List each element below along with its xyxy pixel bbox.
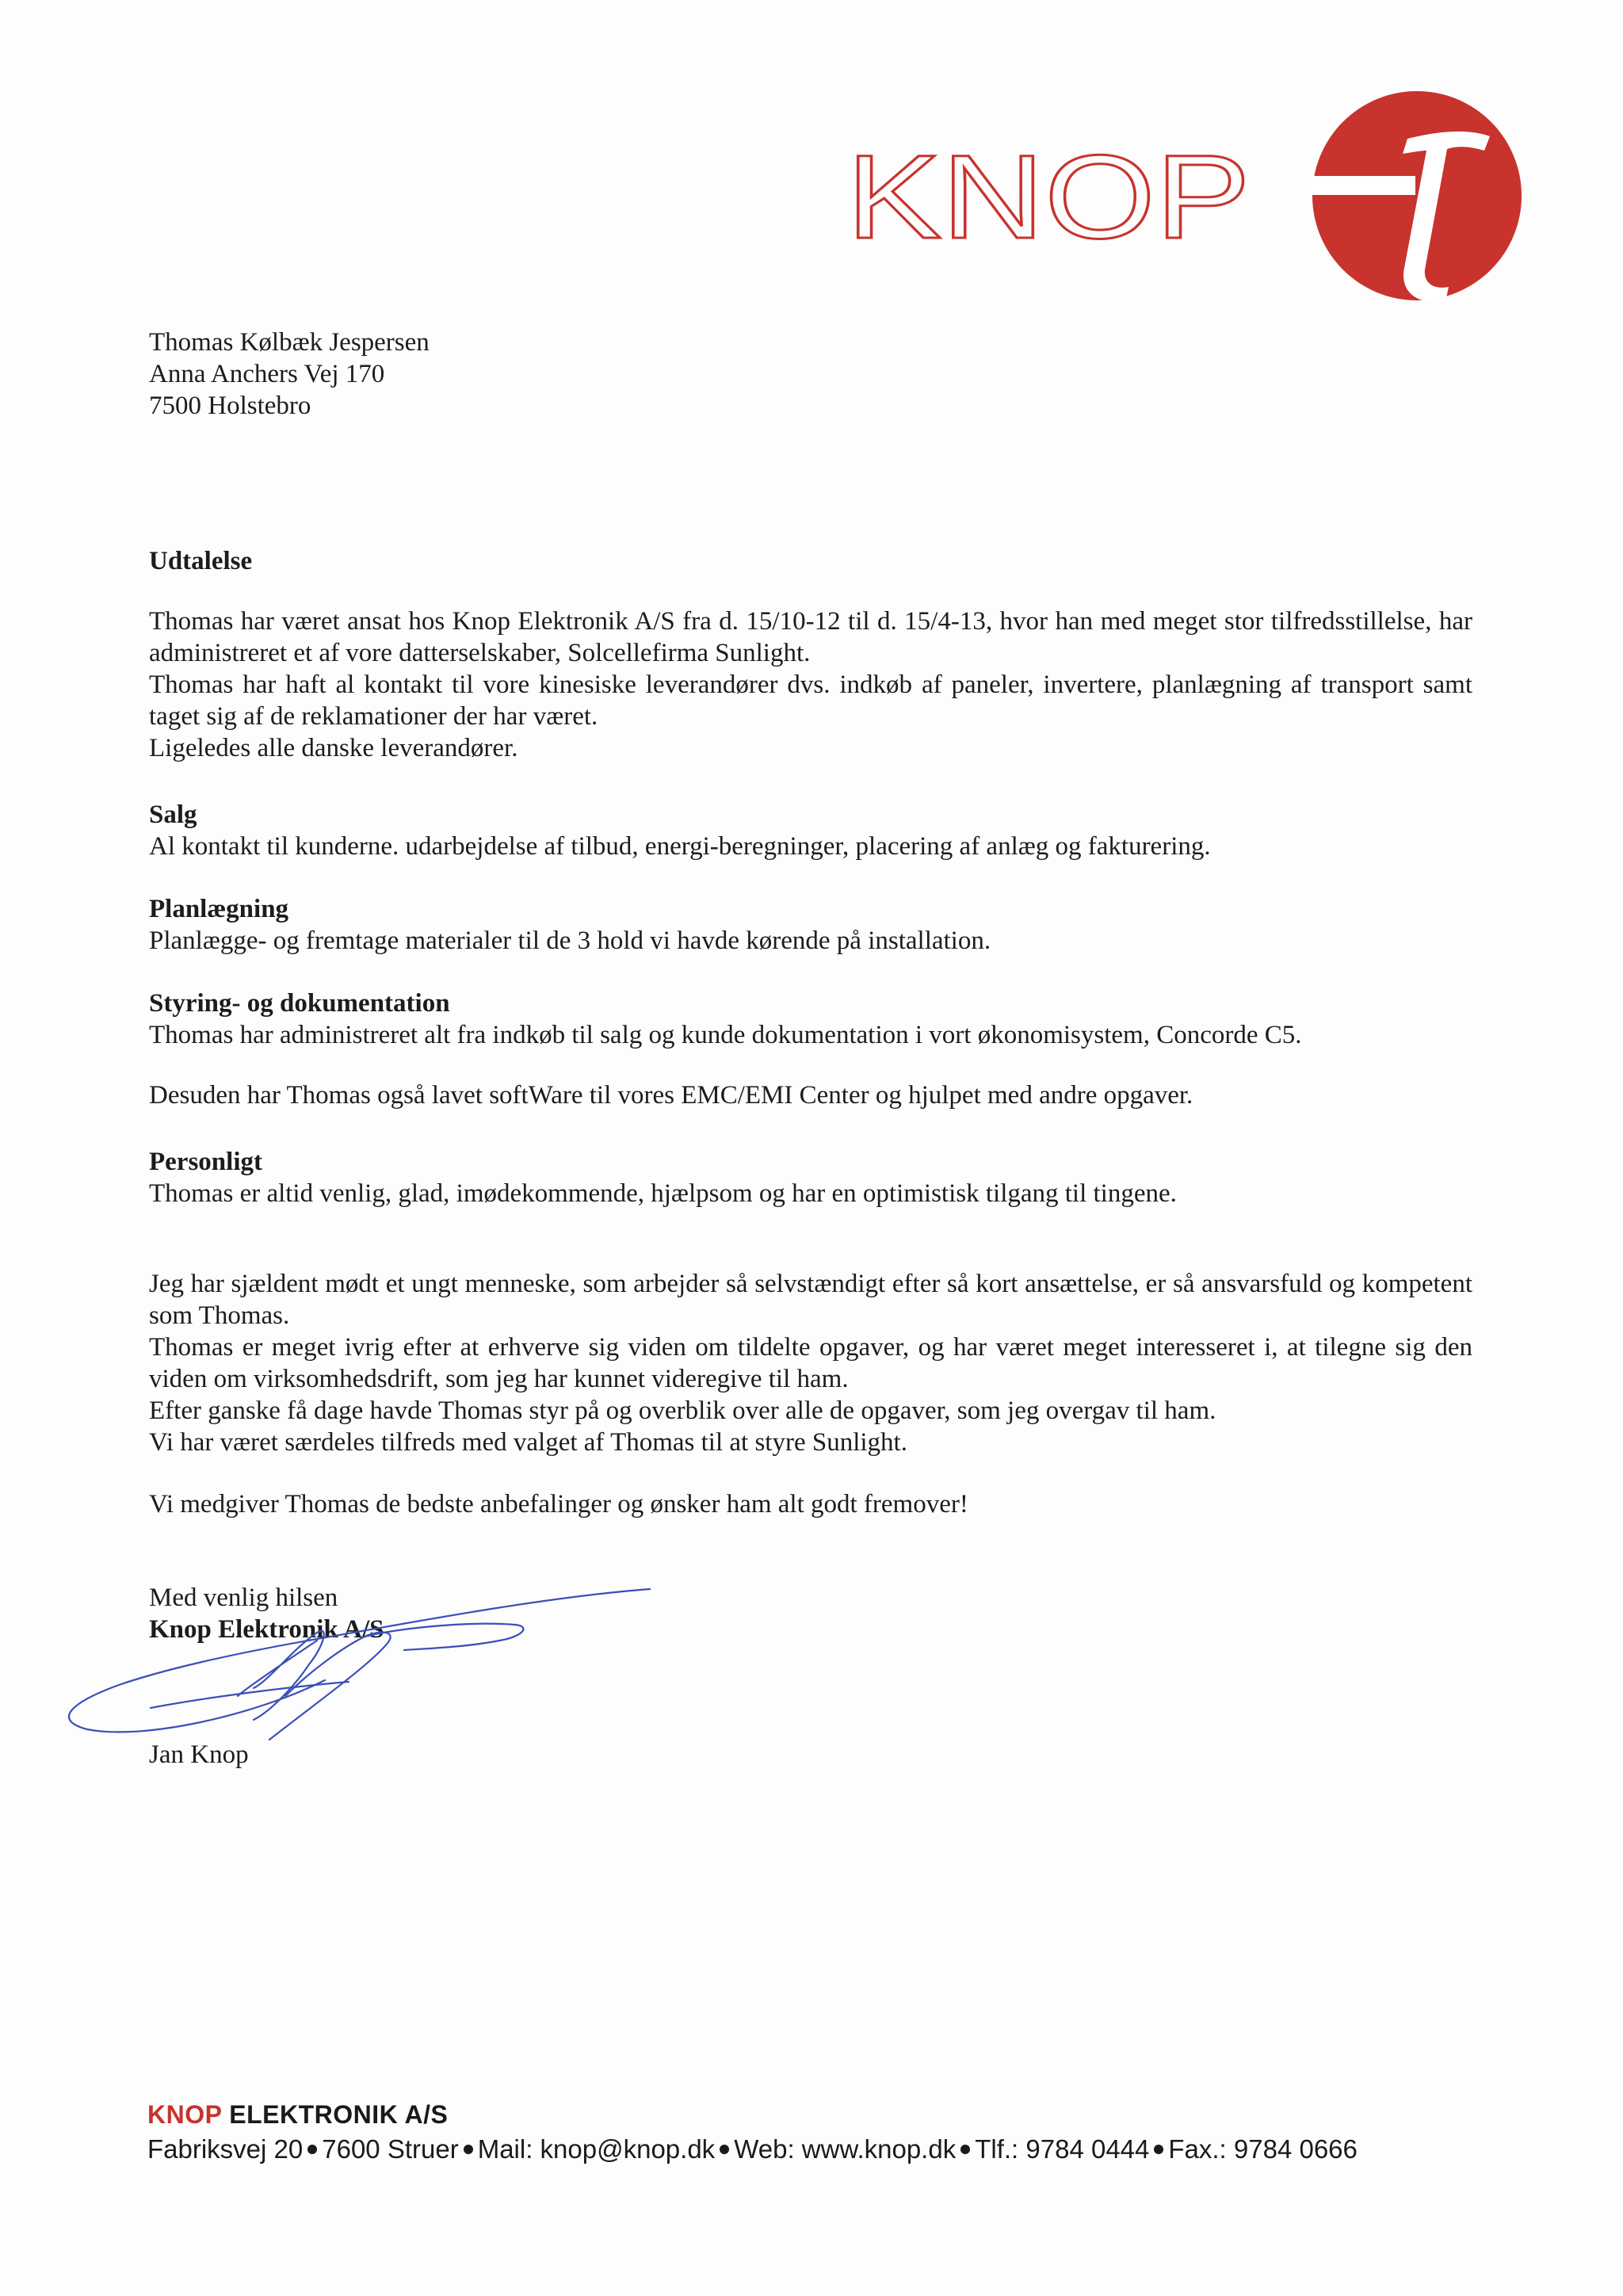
intro-line-2: Thomas har haft al kontakt til vore kinesiske leverandører dvs. indkøb af paneler, invertere, planlægning af transport samt taget sig af de reklamationer der har været.: [149, 670, 1472, 731]
section-planlaegning: [149, 893, 1472, 957]
closing-paragraph: [149, 1268, 1472, 1458]
intro-line-3: Ligeledes alle danske leverandører.: [149, 734, 518, 762]
section-text: Al kontakt til kunderne. udarbejdelse af tilbud, energi-beregninger, placering af anlæg og fakturering.: [149, 832, 1211, 861]
footer-fax: Fax.: 9784 0666: [1168, 2134, 1358, 2164]
section-heading: Personligt: [149, 1148, 262, 1176]
bullet-icon: [1154, 2145, 1163, 2154]
section-text: Planlægge- og fremtage materialer til de 3 hold vi havde kørende på installation.: [149, 926, 991, 955]
bullet-icon: [720, 2145, 729, 2154]
desuden-paragraph: Desuden har Thomas også lavet softWare til vores EMC/EMI Center og hjulpet med andre opgaver.: [149, 1081, 1193, 1110]
section-heading: Styring- og dokumentation: [149, 989, 450, 1018]
final-paragraph: Vi medgiver Thomas de bedste anbefalinger og ønsker ham alt godt fremover!: [149, 1490, 968, 1519]
intro-paragraph: [149, 606, 1472, 764]
section-personligt: [149, 1146, 1472, 1209]
knop-circle-mark-icon: [1306, 87, 1524, 305]
recipient-address: [149, 327, 1472, 422]
footer-phone: Tlf.: 9784 0444: [975, 2134, 1150, 2164]
section-text: Thomas har administreret alt fra indkøb til salg og kunde dokumentation i vort økonomisystem, Concorde C5.: [149, 1021, 1302, 1049]
closing-line-1: Jeg har sjældent mødt et ungt menneske, som arbejder så selvstændigt efter så kort ansættelse, er så ansvarsfuld og kompetent som Thomas.: [149, 1270, 1472, 1330]
section-heading: Planlægning: [149, 895, 289, 923]
section-styring: [149, 988, 1472, 1051]
intro-line-1: Thomas har været ansat hos Knop Elektronik A/S fra d. 15/10-12 til d. 15/4-13, hvor han med meget stor tilfredsstillelse, har administreret et af vore datterselskaber, Solcellefirma Sunlight.: [149, 607, 1472, 667]
closing-line-2: Thomas er meget ivrig efter at erhverve sig viden om tildelte opgaver, og har været meget interesseret i, at tilegne sig den viden om virksomhedsdrift, som jeg har kunnet videregive til ham.: [149, 1333, 1472, 1393]
bullet-icon: [464, 2145, 473, 2154]
knop-logo-wordmark: [843, 141, 1255, 246]
footer-contact-line: [147, 2134, 1358, 2164]
section-text: Thomas er altid venlig, glad, imødekommende, hjælpsom og har en optimistisk tilgang til tingene.: [149, 1179, 1177, 1208]
signoff-company: Knop Elektronik A/S: [149, 1615, 384, 1644]
letter-footer: [147, 2100, 1358, 2164]
logo-text: KNOP: [846, 141, 1251, 246]
recipient-name: Thomas Kølbæk Jespersen: [149, 328, 430, 357]
signoff-greeting: Med venlig hilsen: [149, 1584, 338, 1612]
footer-company-rest: ELEKTRONIK A/S: [221, 2100, 449, 2129]
bullet-icon: [307, 2145, 317, 2154]
footer-mail: Mail: knop@knop.dk: [477, 2134, 716, 2164]
footer-brand: KNOP: [147, 2100, 222, 2129]
footer-company: [147, 2100, 1358, 2130]
section-salg: [149, 799, 1472, 862]
signer-name: Jan Knop: [149, 1740, 249, 1769]
closing-line-4: Vi har været særdeles tilfreds med valget af Thomas til at styre Sunlight.: [149, 1428, 907, 1457]
footer-web: Web: www.knop.dk: [734, 2134, 957, 2164]
handwritten-signature: [55, 1577, 658, 1748]
bullet-icon: [960, 2145, 970, 2154]
recipient-city: 7500 Holstebro: [149, 392, 311, 420]
letter-title: Udtalelse: [149, 547, 253, 575]
footer-address: Fabriksvej 20: [147, 2134, 304, 2164]
recipient-street: Anna Anchers Vej 170: [149, 360, 385, 388]
closing-line-3: Efter ganske få dage havde Thomas styr på og overblik over alle de opgaver, som jeg overgav til ham.: [149, 1396, 1216, 1425]
section-heading: Salg: [149, 800, 197, 829]
footer-city: 7600 Struer: [322, 2134, 459, 2164]
